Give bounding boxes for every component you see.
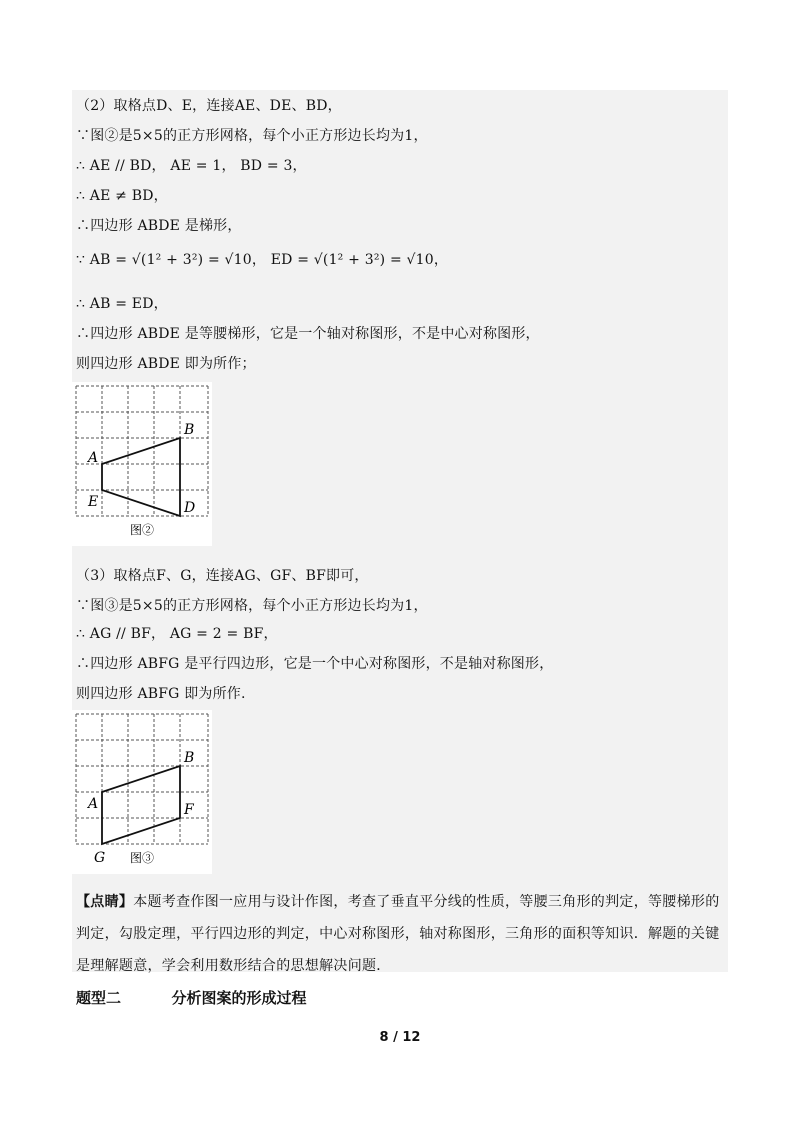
label-a: A: [88, 450, 99, 466]
grid-diagram: [72, 382, 212, 542]
text-line: ∵图②是5×5的正方形网格，每个小正方形边长均为1，: [76, 128, 428, 144]
text-line: ∴ AE ≠ BD，: [76, 188, 168, 204]
text-line: 则四边形 ABDE 即为所作；: [76, 356, 256, 372]
note-tag: 【点睛】: [76, 894, 134, 910]
figure-caption: 图③: [130, 851, 155, 865]
text-line: ∴ AG // BF， AG = 2 = BF，: [76, 626, 278, 642]
text-line: （2）取格点D、E，连接AE、DE、BD，: [76, 98, 342, 114]
text-line: ∴四边形 ABDE 是梯形，: [76, 218, 242, 234]
figure-caption: 图②: [130, 523, 155, 537]
label-b: B: [184, 422, 195, 438]
section-heading: [76, 987, 307, 1008]
text-line: ∵图③是5×5的正方形网格，每个小正方形边长均为1，: [76, 598, 428, 614]
page-number: 8 / 12: [379, 1030, 421, 1045]
text-line: （3）取格点F、G，连接AG、GF、BF即可，: [76, 568, 369, 584]
text-line: ∴ AE // BD， AE = 1， BD = 3，: [76, 158, 307, 174]
note-text: 本题考查作图一应用与设计作图，考查了垂直平分线的性质，等腰三角形的判定，等腰梯形的判定，勾股定理，平行四边形的判定，中心对称图形，轴对称图形，三角形的面积等知识．解题的关键是理解题意，学会利用数形结合的思想解决问题．: [76, 894, 720, 974]
section-title: 分析图案的形成过程: [171, 989, 307, 1007]
label-d: D: [184, 500, 196, 516]
grid-diagram: [72, 710, 212, 870]
key-point-note: [76, 886, 722, 982]
text-line: ∴ AB = ED，: [76, 296, 168, 312]
text-line: ∴四边形 ABFG 是平行四边形，它是一个中心对称图形，不是轴对称图形，: [76, 656, 554, 672]
section-label: 题型二: [76, 989, 122, 1007]
figure-3: [72, 710, 212, 874]
label-e: E: [88, 494, 99, 510]
text-line: ∵ AB = √(1² + 3²) = √10， ED = √(1² + 3²) = √10，: [76, 252, 449, 268]
label-f: F: [184, 802, 194, 818]
figure-2: [72, 382, 212, 546]
text-line: ∴四边形 ABDE 是等腰梯形，它是一个轴对称图形，不是中心对称图形，: [76, 326, 540, 342]
text-line: 则四边形 ABFG 即为所作.: [76, 686, 246, 702]
label-g: G: [94, 850, 106, 866]
label-a: A: [88, 796, 99, 812]
label-b: B: [184, 750, 195, 766]
